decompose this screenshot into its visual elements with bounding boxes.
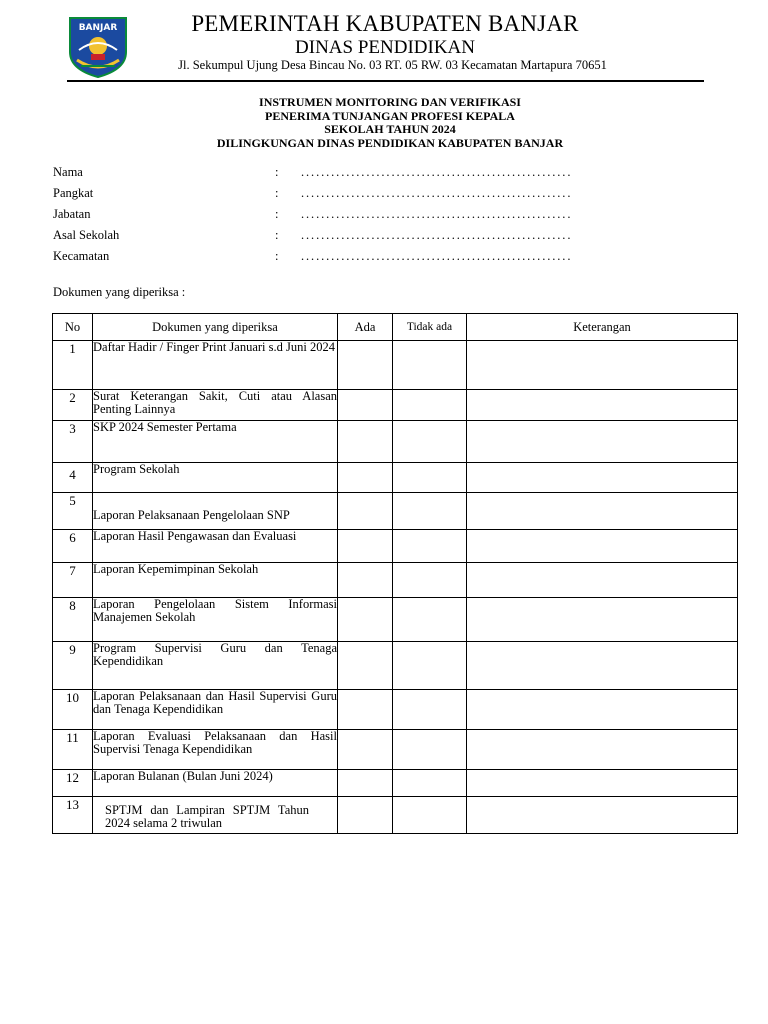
row-number: 12 — [53, 770, 93, 797]
row-number: 9 — [53, 642, 93, 690]
table-row — [53, 341, 738, 390]
checkbox-tidak-ada[interactable] — [393, 598, 467, 642]
checkbox-ada[interactable] — [338, 421, 393, 463]
field-colon: : — [275, 249, 279, 263]
row-number: 13 — [53, 797, 93, 834]
keterangan-cell[interactable] — [467, 530, 738, 563]
header-title: PEMERINTAH KABUPATEN BANJAR — [191, 11, 579, 36]
checkbox-tidak-ada[interactable] — [393, 730, 467, 770]
row-document: Laporan Bulanan (Bulan Juni 2024) — [93, 770, 338, 797]
checkbox-ada[interactable] — [338, 598, 393, 642]
table-row — [53, 530, 738, 563]
table-row — [53, 797, 738, 834]
document-title-line: SEKOLAH TAHUN 2024 — [324, 122, 456, 137]
table-row — [53, 598, 738, 642]
checkbox-tidak-ada[interactable] — [393, 690, 467, 730]
field-colon: : — [275, 228, 279, 242]
row-document: Laporan Kepemimpinan Sekolah — [93, 563, 338, 598]
field-label: Asal Sekolah — [53, 228, 120, 242]
row-document: Program Sekolah — [93, 463, 338, 493]
keterangan-cell[interactable] — [467, 421, 738, 463]
header-ada: Ada — [338, 314, 393, 341]
field-pangkat — [53, 186, 733, 207]
row-number: 6 — [53, 530, 93, 563]
table-row — [53, 421, 738, 463]
table-row — [53, 493, 738, 530]
keterangan-cell[interactable] — [467, 730, 738, 770]
header-address: Jl. Sekumpul Ujung Desa Bincau No. 03 RT. 05 RW. 03 Kecamatan Martapura 70651 — [178, 58, 607, 72]
checkbox-tidak-ada[interactable] — [393, 390, 467, 421]
row-document: SPTJM dan Lampiran SPTJM Tahun 2024 selama 2 triwulan — [93, 797, 338, 834]
document-checklist-table — [52, 313, 738, 834]
field-label: Jabatan — [53, 207, 91, 221]
document-title-line: PENERIMA TUNJANGAN PROFESI KEPALA — [265, 108, 515, 123]
checkbox-tidak-ada[interactable] — [393, 530, 467, 563]
checkbox-ada[interactable] — [338, 730, 393, 770]
row-number: 1 — [53, 341, 93, 390]
row-document: Laporan Hasil Pengawasan dan Evaluasi — [93, 530, 338, 563]
row-document: Program Supervisi Guru dan Tenaga Kependidikan — [93, 642, 338, 690]
row-document: Laporan Pelaksanaan dan Hasil Supervisi Guru dan Tenaga Kependidikan — [93, 690, 338, 730]
field-fill-line[interactable]: ...................................................... — [301, 186, 573, 200]
checkbox-ada[interactable] — [338, 493, 393, 530]
kabupaten-banjar-logo — [67, 16, 129, 78]
checkbox-tidak-ada[interactable] — [393, 563, 467, 598]
field-fill-line[interactable]: ...................................................... — [301, 165, 573, 179]
checkbox-ada[interactable] — [338, 463, 393, 493]
header-keterangan: Keterangan — [467, 314, 738, 341]
field-colon: : — [275, 186, 279, 200]
row-number: 11 — [53, 730, 93, 770]
row-document: Laporan Pelaksanaan Pengelolaan SNP — [93, 493, 338, 530]
field-colon: : — [275, 165, 279, 179]
checkbox-tidak-ada[interactable] — [393, 642, 467, 690]
row-number: 2 — [53, 390, 93, 421]
table-row — [53, 563, 738, 598]
checkbox-tidak-ada[interactable] — [393, 797, 467, 834]
document-title — [150, 96, 630, 150]
checkbox-ada[interactable] — [338, 341, 393, 390]
field-fill-line[interactable]: ...................................................... — [301, 249, 573, 263]
keterangan-cell[interactable] — [467, 690, 738, 730]
field-label: Pangkat — [53, 186, 94, 200]
row-document: SKP 2024 Semester Pertama — [93, 421, 338, 463]
checkbox-ada[interactable] — [338, 390, 393, 421]
table-header-row — [53, 314, 738, 341]
keterangan-cell[interactable] — [467, 797, 738, 834]
row-number: 4 — [53, 463, 93, 493]
keterangan-cell[interactable] — [467, 598, 738, 642]
checkbox-tidak-ada[interactable] — [393, 463, 467, 493]
document-title-line: INSTRUMEN MONITORING DAN VERIFIKASI — [259, 95, 521, 109]
checkbox-tidak-ada[interactable] — [393, 341, 467, 390]
table-row — [53, 690, 738, 730]
identity-fields — [53, 165, 733, 270]
logo-text: BANJAR — [78, 23, 118, 33]
field-kecamatan — [53, 249, 733, 270]
keterangan-cell[interactable] — [467, 463, 738, 493]
keterangan-cell[interactable] — [467, 390, 738, 421]
header-no: No — [53, 314, 93, 341]
header-subtitle: DINAS PENDIDIKAN — [295, 37, 475, 58]
checkbox-ada[interactable] — [338, 797, 393, 834]
header-tidak-ada: Tidak ada — [393, 314, 467, 341]
row-number: 5 — [53, 493, 93, 530]
checkbox-ada[interactable] — [338, 770, 393, 797]
checkbox-tidak-ada[interactable] — [393, 493, 467, 530]
keterangan-cell[interactable] — [467, 642, 738, 690]
row-number: 8 — [53, 598, 93, 642]
table-row — [53, 390, 738, 421]
document-title-line: DILINGKUNGAN DINAS PENDIDIKAN KABUPATEN BANJAR — [216, 135, 564, 150]
section-label: Dokumen yang diperiksa : — [53, 285, 186, 299]
keterangan-cell[interactable] — [467, 770, 738, 797]
field-nama — [53, 165, 733, 186]
header-dokumen: Dokumen yang diperiksa — [93, 314, 338, 341]
row-number: 3 — [53, 421, 93, 463]
checkbox-ada[interactable] — [338, 563, 393, 598]
row-document: Daftar Hadir / Finger Print Januari s.d Juni 2024 — [93, 341, 338, 390]
checkbox-ada[interactable] — [338, 642, 393, 690]
header-divider — [67, 80, 704, 82]
checkbox-tidak-ada[interactable] — [393, 770, 467, 797]
keterangan-cell[interactable] — [467, 341, 738, 390]
row-document: Laporan Evaluasi Pelaksanaan dan Hasil Supervisi Tenaga Kependidikan — [93, 730, 338, 770]
row-document: Surat Keterangan Sakit, Cuti atau Alasan Penting Lainnya — [93, 390, 338, 421]
checkbox-ada[interactable] — [338, 530, 393, 563]
row-number: 10 — [53, 690, 93, 730]
row-document: Laporan Pengelolaan Sistem Informasi Manajemen Sekolah — [93, 598, 338, 642]
field-fill-line[interactable]: ...................................................... — [301, 228, 573, 242]
table-row — [53, 730, 738, 770]
field-jabatan — [53, 207, 733, 228]
field-label: Kecamatan — [53, 249, 110, 263]
field-fill-line[interactable]: ...................................................... — [301, 207, 573, 221]
checkbox-ada[interactable] — [338, 690, 393, 730]
table-row — [53, 770, 738, 797]
field-label: Nama — [53, 165, 83, 179]
keterangan-cell[interactable] — [467, 563, 738, 598]
checkbox-tidak-ada[interactable] — [393, 421, 467, 463]
table-row — [53, 463, 738, 493]
table-row — [53, 642, 738, 690]
row-number: 7 — [53, 563, 93, 598]
field-colon: : — [275, 207, 279, 221]
field-asal-sekolah — [53, 228, 733, 249]
keterangan-cell[interactable] — [467, 493, 738, 530]
